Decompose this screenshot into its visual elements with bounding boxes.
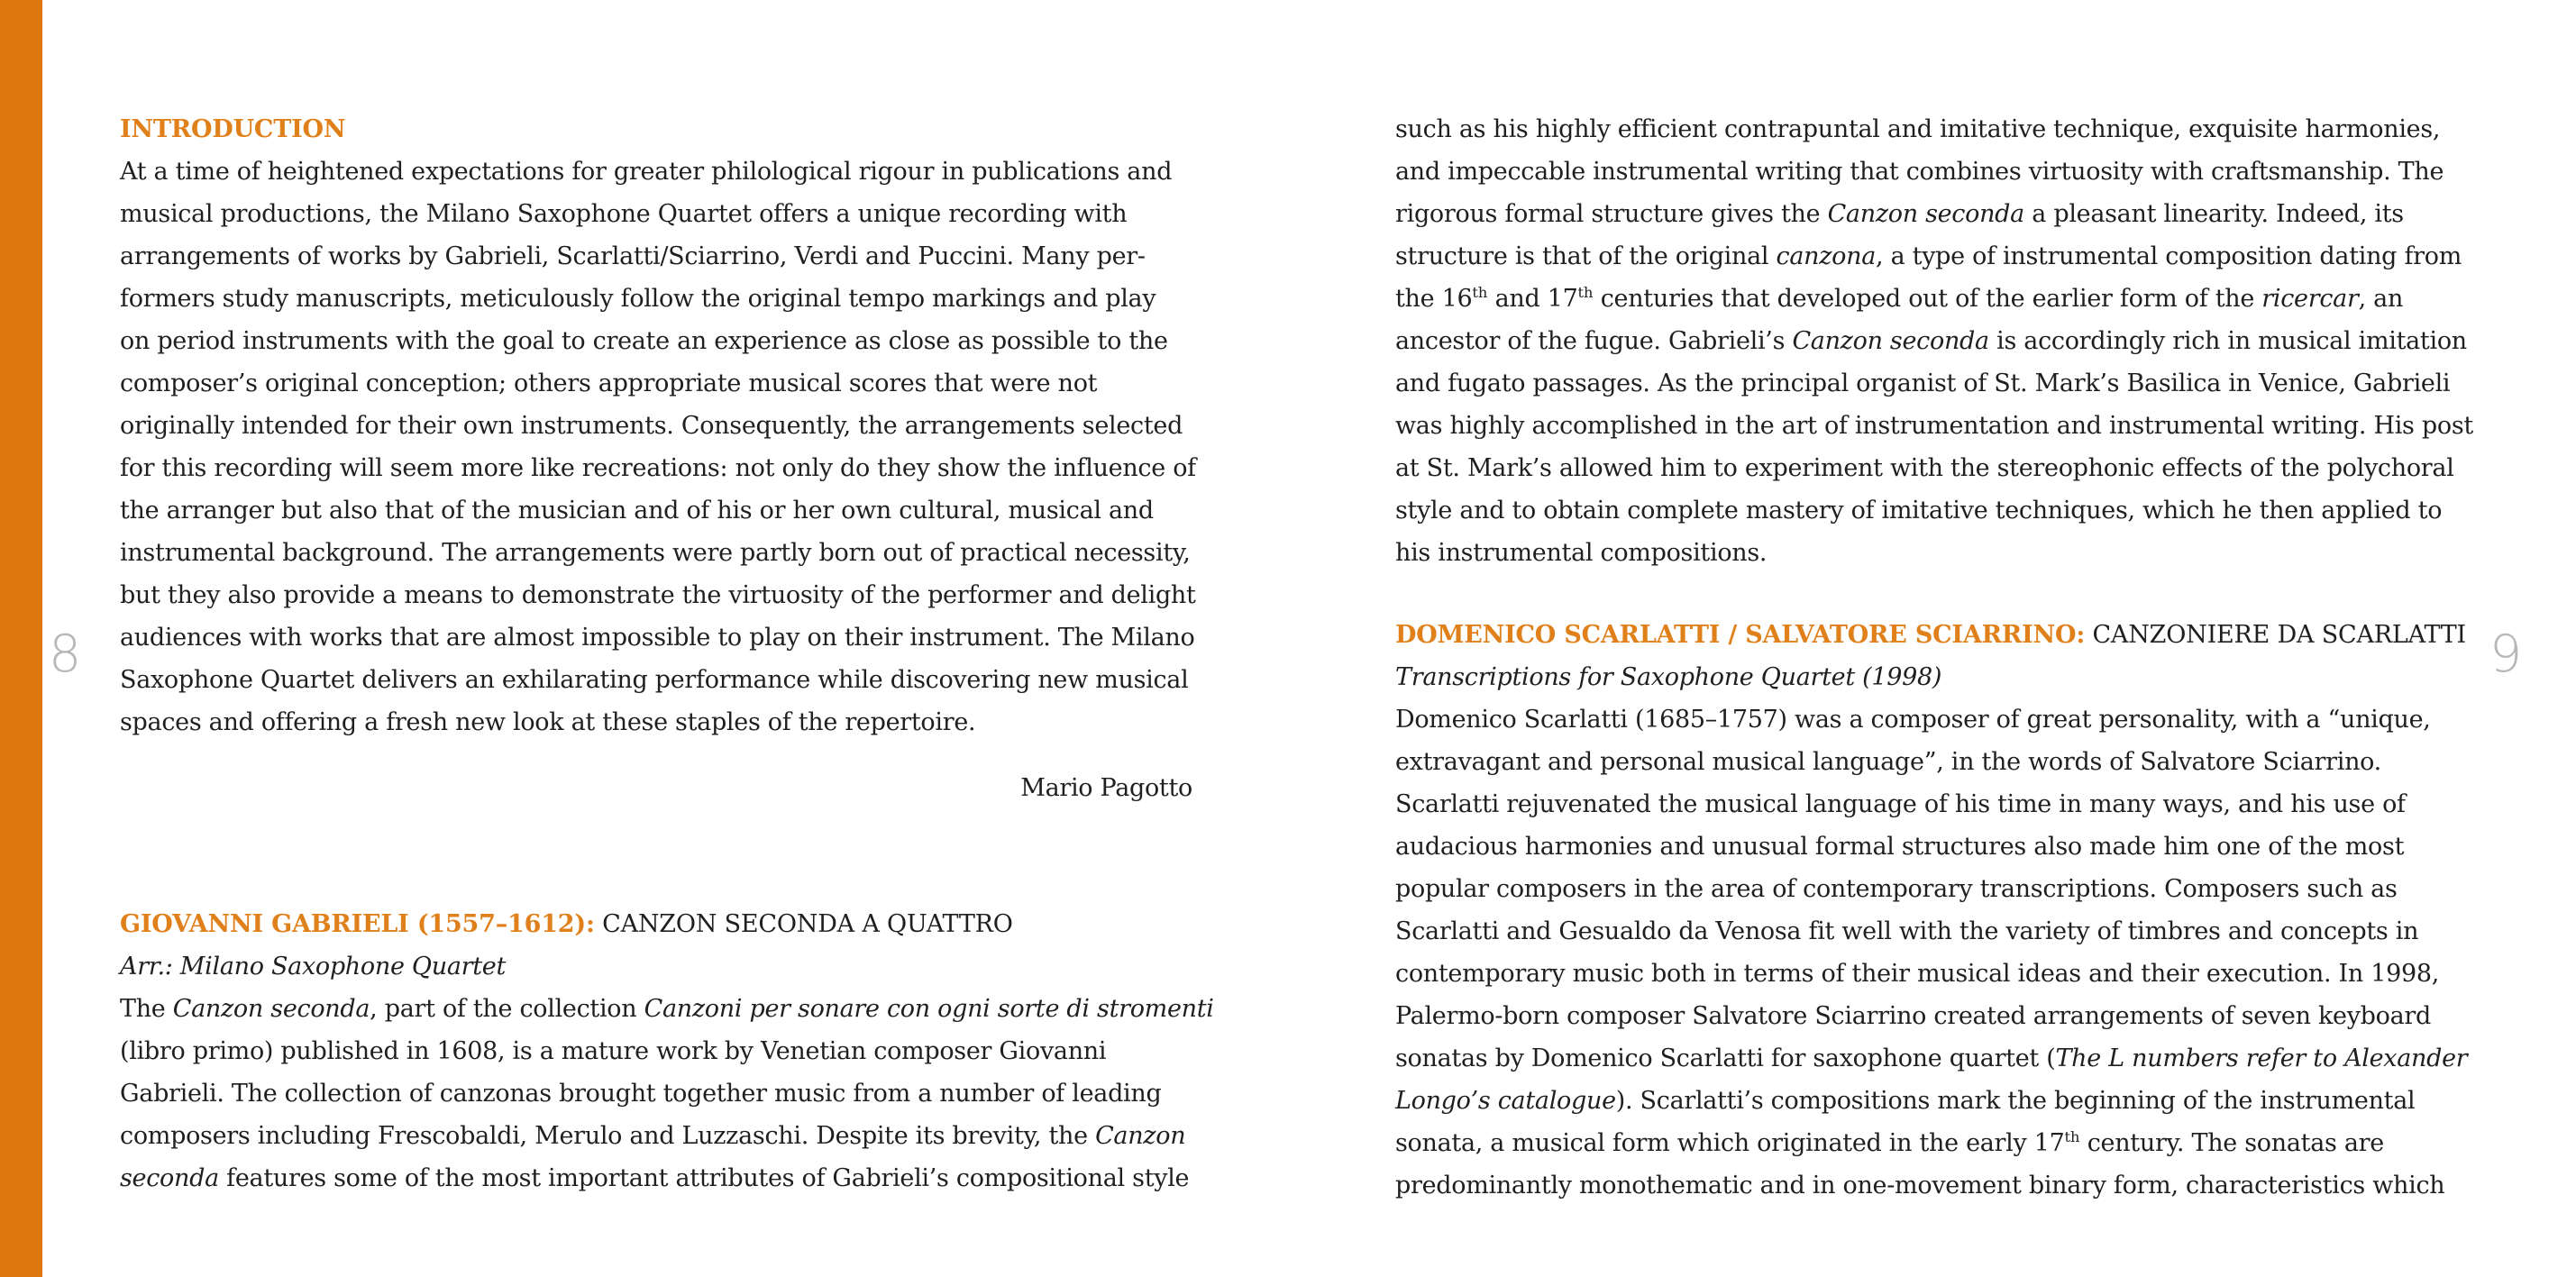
- scarlatti-transcription-credit: Transcriptions for Saxophone Quartet (1998): [1395, 663, 1942, 691]
- introduction-body-text: At a time of heightened expectations for greater philological rigour in publications and musical productions, the Milano Saxophone Quartet offers a unique recording with arrangements of works by Gabrieli, Scarlatti/Sciarrino, Verdi and Puccini. Many per- formers study manuscripts, meticulously follow the original tempo markings and play on period instruments with the goal to create an experience as close as possible to the composer’s original conception; others appropriate musical scores that were not originally intended for their own instruments. Consequently, the arrangements selected for this recording will seem more like recreations: not only do they show the influence of the arranger but also that of the musician and of his or her own cultural, musical and instrumental background. The arrangements were partly born out of practical necessity, but they also provide a means to demonstrate the virtuosity of the performer and delight audiences with works that are almost impossible to play on their instrument. The Milano Saxophone Quartet delivers an exhilarating performance while discovering new musical spaces and offering a fresh new look at these staples of the repertoire.: [120, 158, 1196, 736]
- author-byline: Mario Pagotto: [1020, 774, 1192, 802]
- right-page-column: [1395, 108, 2473, 1207]
- left-page-column: [120, 108, 1214, 1199]
- gabrieli-work-title: CANZON SECONDA A QUATTRO: [594, 910, 1013, 938]
- gabrieli-composer-name: GIOVANNI GABRIELI (1557–1612):: [120, 910, 595, 938]
- gabrieli-section-heading: [120, 903, 1192, 945]
- scarlatti-section: [1395, 614, 2468, 1207]
- gabrieli-section: [120, 903, 1214, 1199]
- gabrieli-body-text-continued: such as his highly efficient contrapuntal and imitative technique, exquisite harmonies, and impeccable instrumental writing that combines virtuosity with craftsmanship. The rigorous formal structure gives the Canzon seconda a pleasant linearity. Indeed, its structure is that of the original canzona, a type of instrumental composition dating from the 16th and 17th centuries that developed out of the earlier form of the ricercar, an ancestor of the fugue. Gabrieli’s Canzon seconda is accordingly rich in musical imitation and fugato passages. As the principal organist of St. Mark’s Basilica in Venice, Gabrieli was highly accomplished in the art of instrumentation and instrumental writing. His post at St. Mark’s allowed him to experiment with the stereophonic effects of the polychoral style and to obtain complete mastery of imitative techniques, which he then applied to his instrumental compositions.: [1395, 115, 2473, 567]
- page-number-right: 9: [2489, 625, 2523, 684]
- introduction-heading-label: INTRODUCTION: [120, 115, 346, 143]
- scarlatti-composer-name: DOMENICO SCARLATTI / SALVATORE SCIARRINO:: [1395, 621, 2086, 649]
- page-number-left: 8: [49, 625, 82, 684]
- gabrieli-body-text: The Canzon seconda, part of the collection Canzoni per sonare con ogni sorte di stromenti (libro primo) published in 1608, is a mature work by Venetian composer Giovanni Gabrieli. The collection of canzonas brought together music from a number of leading composers including Frescobaldi, Merulo and Luzzaschi. Despite its brevity, the Canzon seconda features some of the most important attributes of Gabrieli’s compositional style: [120, 995, 1214, 1192]
- gabrieli-arranger-credit: Arr.: Milano Saxophone Quartet: [120, 953, 507, 981]
- scarlatti-section-heading: [1395, 614, 2468, 656]
- introduction-heading: [120, 108, 1192, 151]
- scarlatti-work-title: CANZONIERE DA SCARLATTI: [2085, 621, 2467, 649]
- left-accent-stripe: [0, 0, 42, 1277]
- scarlatti-body-text: Domenico Scarlatti (1685–1757) was a composer of great personality, with a “unique, extravagant and personal musical language”, in the words of Salvatore Sciarrino. Scarlatti rejuvenated the musical language of his time in many ways, and his use of audacious harmonies and unusual formal structures also made him one of the most popular composers in the area of contemporary transcriptions. Composers such as Scarlatti and Gesualdo da Venosa fit well with the variety of timbres and concepts in contemporary music both in terms of their musical ideas and their execution. In 1998, Palermo-born composer Salvatore Sciarrino created arrangements of seven keyboard sonatas by Domenico Scarlatti for saxophone quartet (The L numbers refer to Alexander Longo’s catalogue). Scarlatti’s compositions mark the beginning of the instrumental sonata, a musical form which originated in the early 17th century. The sonatas are predominantly monothematic and in one-movement binary form, characteristics which: [1395, 706, 2468, 1199]
